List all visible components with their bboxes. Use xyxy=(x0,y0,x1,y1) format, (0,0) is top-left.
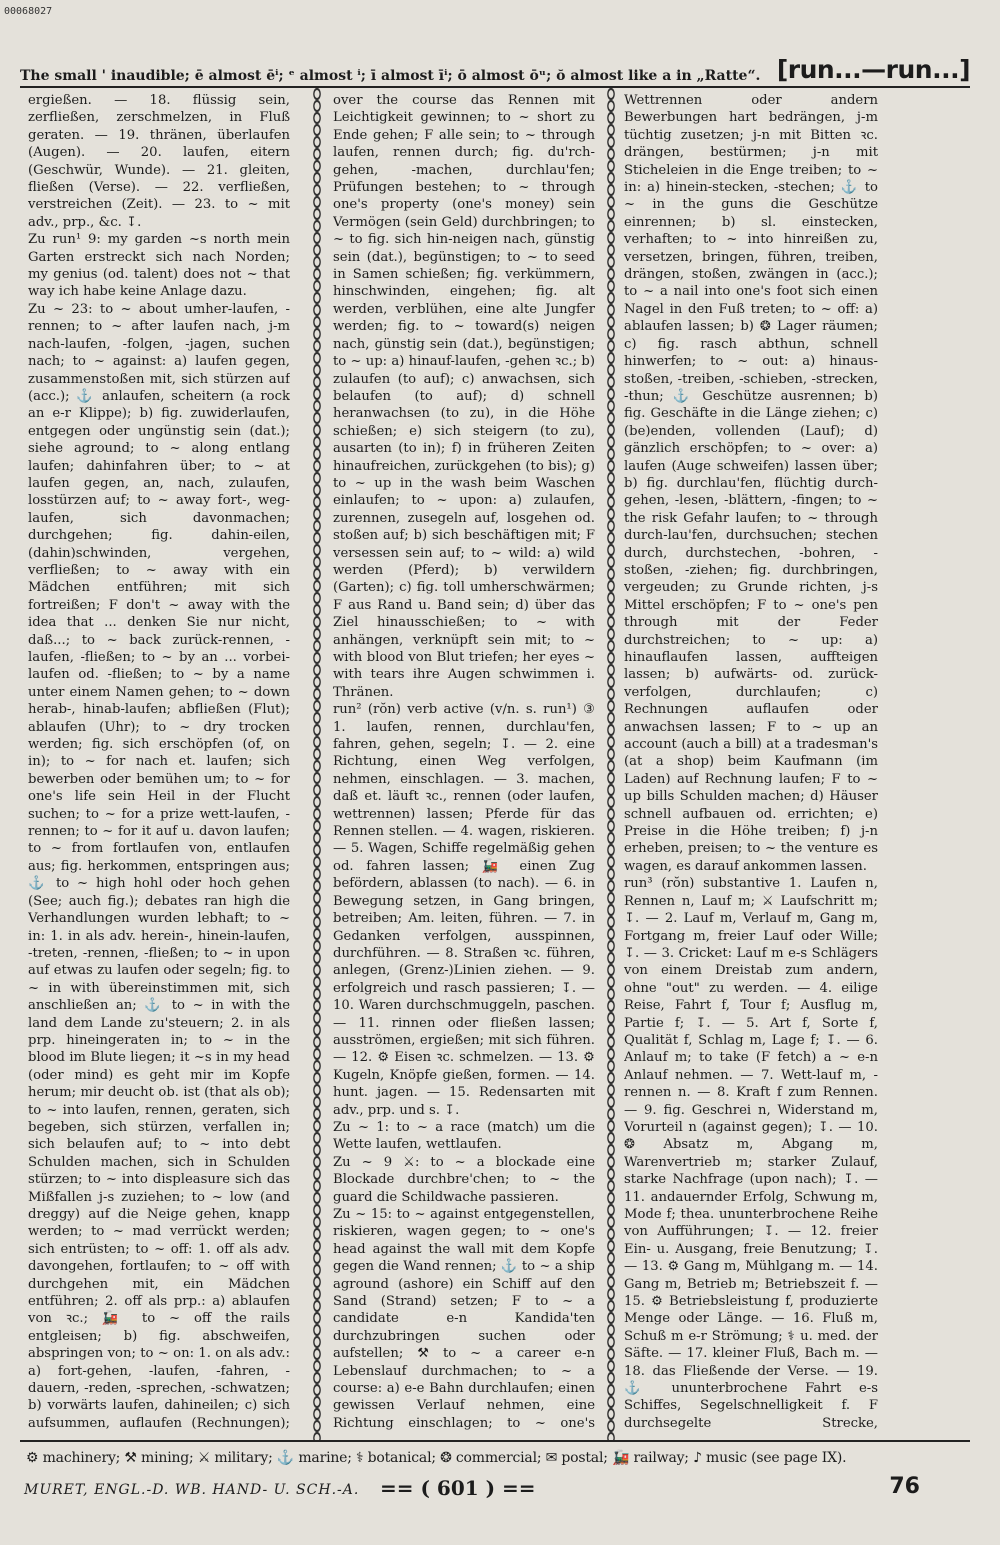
entry-paragraph: Zu ~ 15: to ~ against entgegenstellen, riskieren, wagen gegen; to ~ one's head against the wall mit dem Kopfe gegen die Wand rennen; ⚓ to ~ a ship aground (ashore) ein Schiff auf den Sand (Strand) setzen; F to ~ a candidate e-n Kandida'ten durchzubringen suchen oder aufstellen; ⚒ to ~ a career e-n Lebenslauf durchmachen; to ~ a course: a) e-e Bahn durchlaufen; einen gewissen Verlauf nehmen, eine Richtung einschlagen; to ~ one's xyxy=(333,1207,595,1431)
footer-rule xyxy=(20,1440,970,1442)
page-header xyxy=(20,40,970,84)
sheet-number: 76 xyxy=(889,1474,920,1499)
pronunciation-legend: The small ' inaudible; ē almost ēⁱ; ᵉ almost ⁱ; ī almost īⁱ; ō almost ōᵘ; ŏ almost like a in „Ratte“. xyxy=(20,68,761,84)
column-2 xyxy=(333,92,595,1432)
page-id: 00068027 xyxy=(4,6,53,17)
column-1 xyxy=(28,92,290,1432)
column-divider-chain xyxy=(312,88,322,1440)
symbol-legend: ⚙ machinery; ⚒ mining; ⚔ military; ⚓ marine; ⚕ botanical; ❂ commercial; ✉ postal; 🚂 railway; ♪ music (see page IX). xyxy=(26,1450,847,1466)
entry-paragraph: Zu ~ 9 ⚔: to ~ a blockade eine Blockade durchbre'chen; to ~ the guard die Schildwache passieren. xyxy=(333,1154,595,1205)
header-rule xyxy=(20,86,970,88)
entry-paragraph: Zu ~ 1: to ~ a race (match) um die Wette laufen, wettlaufen. xyxy=(333,1119,595,1153)
entry-paragraph: Wettrennen oder andern Bewerbungen hart bedrängen, j-m tüchtig zusetzen; j-n mit Bitten ꝛc. drängen, bestürmen; j-n mit Sticheleien in die Enge treiben; to ~ in: a) hinein-stecken, -stechen; ⚓ to ~ in the guns die Geschütze einrennen; b) sl. einstecken, verhaften; to ~ into hinreißen zu, versetzen, bringen, führen, treiben, drängen, stoßen, zwängen in (acc.); to ~ a nail into one's foot sich einen Nagel in den Fuß treten; to ~ off: a) ablaufen lassen; b) ❂ Lager räumen; c) fig. rasch abthun, schnell hinwerfen; to ~ out: a) hinaus-stoßen, -treiben, -schieben, -strecken, -thun; ⚓ Geschütze ausrennen; b) fig. Geschäfte in die Länge ziehen; c) (be)enden, vollenden (Lauf); d) gänzlich erschöpfen; to ~ over: a) laufen (Auge schweifen) lassen über; b) fig. durchlau'fen, flüchtig durch-gehen, -lesen, -blättern, -fingen; to ~ the risk Gefahr laufen; to ~ through durch-lau'fen, durchsuchen; stechen durch, durchstechen, -bohren, -stoßen, -ziehen; fig. durchbringen, vergeuden; zu Grunde richten, j-s Mittel erschöpfen; F to ~ one's pen through mit der Feder durchstreichen; to ~ up: a) hinauflaufen lassen, auffteigen lassen; b) aufwärts- od. zurück-verfolgen, durchlaufen; c) Rechnungen auflaufen oder anwachsen lassen; F to ~ up an account (auch a bill) at a tradesman's (at a shop) beim Kaufmann (im Laden) auf Rechnung laufen; F to ~ up bills Schulden machen; d) Häuser schnell aufbauen od. errichten; e) Preise in die Höhe treiben; f) j-n erheben, preisen; to ~ the venture es wagen, es darauf ankommen lassen. xyxy=(624,93,878,874)
entry-paragraph: Zu run¹ 9: my garden ~s north mein Garten erstreckt sich nach Norden; my genius (od. talent) does not ~ that way ich habe keine Anlage dazu. xyxy=(28,232,290,300)
entry-range: [run...—run...] xyxy=(776,55,970,84)
column-3 xyxy=(624,92,878,1432)
entry-paragraph: ergießen. — 18. flüssig sein, zerfließen, zerschmelzen, in Fluß geraten. — 19. thränen, überlaufen (Augen). — 20. laufen, eitern (Geschwür, Wunde). — 21. gleiten, fließen (Verse). — 22. verfließen, verstreichen (Zeit). — 23. to ~ mit adv., prp., &c. ↧. xyxy=(28,93,290,230)
entry-paragraph: over the course das Rennen mit Leichtigkeit gewinnen; to ~ short zu Ende gehen; F alle sein; to ~ through laufen, rennen durch; fig. du'rch-gehen, -machen, durchlau'fen; Prüfungen bestehen; to ~ through one's property (one's money) sein Vermögen (sein Geld) durchbringen; to ~ to fig. sich hin-neigen nach, günstig sein (dat.), begünstigen; to ~ to seed in Samen schießen; fig. verkümmern, hinschwinden, eingehen; fig. alt werden, verblühen, eine alte Jungfer werden; fig. to ~ toward(s) neigen nach, günstig sein (dat.), begünstigen; to ~ up: a) hinauf-laufen, -gehen ꝛc.; b) zulaufen (to auf); c) anwachsen, sich belaufen (to auf); d) schnell heranwachsen (to zu), in die Höhe schießen; e) sich steigern (to zu), ausarten (to in); f) in früheren Zeiten hinaufreichen, zurückgehen (to bis); g) to ~ up in the wash beim Waschen einlaufen; to ~ upon: a) zulaufen, zurennen, zusegeln auf, losgehen od. stoßen auf; b) sich beschäftigen mit; F versessen sein auf; to ~ wild: a) wild werden (Pferd); b) verwildern (Garten); c) fig. toll umherschwärmen; F aus Rand u. Band sein; d) über das Ziel hinausschießen; to ~ with anhängen, verknüpft sein mit; to ~ with blood von Blut triefen; her eyes ~ with tears ihre Augen schwimmen i. Thränen. xyxy=(333,93,595,700)
entry-paragraph: run³ (rŏn) substantive 1. Laufen n, Rennen n, Lauf m; ⚔ Laufschritt m; ↧. — 2. Lauf m, Verlauf m, Gang m, Fortgang m, freier Lauf oder Wille; ↧. — 3. Cricket: Lauf m e-s Schlägers von einem Dreistab zum andern, ohne "out" zu werden. — 4. eilige Reise, Fahrt f, Tour f; Ausflug m, Partie f; ↧. — 5. Art f, Sorte f, Qualität f, Schlag m, Lage f; ↧. — 6. Anlauf m; to take (F fetch) a ~ e-n Anlauf nehmen. — 7. Wett-lauf m, -rennen n. — 8. Kraft f zum Rennen. — 9. fig. Geschrei n, Widerstand m, Vorurteil n (against gegen); ↧. — 10. ❂ Absatz m, Abgang m, Warenvertrieb m; starker Zulauf, starke Nachfrage (upon nach); ↧. — 11. andauernder Erfolg, Schwung m, Mode f; thea. ununterbrochene Reihe von Aufführungen; ↧. — 12. freier Ein- u. Ausgang, freie Benutzung; ↧. — 13. ⚙ Gang m, Mühlgang m. — 14. Gang m, Betrieb m; Betriebszeit f. — 15. ⚙ Betriebsleistung f, produzierte Menge oder Länge. — 16. Fluß m, Schuß m e-r Strömung; ⚕ u. med. der Säfte. — 17. kleiner Fluß, Bach m. — 18. das Fließende der Verse. — 19. ⚓ ununterbrochene Fahrt e-s Schiffes, Segelschnelligkeit f. F durchsegelte Strecke, xyxy=(624,876,878,1431)
entry-paragraph: Zu ~ 23: to ~ about umher-laufen, -rennen; to ~ after laufen nach, j-m nach-laufen, -folgen, -jagen, suchen nach; to ~ against: a) laufen gegen, zusammenstoßen mit, sich stürzen auf (acc.); ⚓ anlaufen, scheitern (a rock an e-r Klippe); b) fig. zuwiderlaufen, entgegen oder ungünstig sein (dat.); siehe aground; to ~ along entlang laufen; dahinfahren über; to ~ at laufen gegen, an, nach, zulaufen, losstürzen auf; to ~ away fort-, weg-laufen, sich davonmachen; durchgehen; fig. dahin-eilen, (dahin)schwinden, vergehen, verfließen; to ~ away with ein Mädchen entführen; mit sich fortreißen; F don't ~ away with the idea that ... denken Sie nur nicht, daß...; to ~ back zurück-rennen, -laufen, -fließen; to ~ by an ... vorbei-laufen od. -fließen; to ~ by a name unter einem Namen gehen; to ~ down herab-, hinab-laufen; abfließen (Flut); ablaufen (Uhr); to ~ dry trocken werden; fig. sich erschöpfen (of, on in); to ~ for nach et. laufen; sich bewerben oder bemühen um; to ~ for one's life sein Heil in der Flucht suchen; to ~ for a prize wett-laufen, -rennen; to ~ for it auf u. davon laufen; to ~ from fortlaufen von, entlaufen aus; fig. herkommen, entspringen aus; ⚓ to ~ high hohl oder hoch gehen (See; auch fig.); debates ran high die Verhandlungen wurden lebhaft; to ~ in: 1. in als adv. herein-, hinein-laufen, -treten, -rennen, -fließen; to ~ in upon auf etwas zu laufen oder segeln; fig. to ~ in with übereinstimmen mit, sich anschließen an; ⚓ to ~ in with the land dem Lande zu'steuern; 2. in als prp. hineingeraten in; to ~ in the blood im Blute liegen; it ~s in my head (oder mind) es geht mir im Kopfe herum; mir deucht ob. ist (that als ob); to ~ into laufen, rennen, geraten, sich begeben, sich stürzen, verfallen in; sich belaufen auf; to ~ into debt Schulden machen, sich in Schulden stürzen; to ~ into displeasure sich das Mißfallen j-s zuziehen; to ~ low (and dreggy) auf die Neige gehen, knapp werden; to ~ mad verrückt werden; sich entrüsten; to ~ off: 1. off als adv. davongehen, fortlaufen; to ~ off with durchgehen mit, ein Mädchen entführen; 2. off als prp.: a) ablaufen von ꝛc.; 🚂 to ~ off the rails entgleisen; b) fig. abschweifen, abspringen von; to ~ on: 1. on als adv.: a) fort-gehen, -laufen, -fahren, -dauern, -reden, -sprechen, -schwatzen; b) vorwärts laufen, dahineilen; c) sich aufsummen, auflaufen (Rechnungen); xyxy=(28,301,290,1431)
publication-title: MURET, ENGL.-D. WB. HAND- U. SCH.-A. xyxy=(24,1482,360,1498)
page-number: == ( 601 ) == xyxy=(380,1476,536,1500)
column-divider-chain xyxy=(606,88,616,1440)
entry-paragraph: run² (rŏn) verb active (v/n. s. run¹) ③ 1. laufen, rennen, durchlau'fen, fahren, gehen, segeln; ↧. — 2. eine Richtung, einen Weg verfolgen, nehmen, einschlagen. — 3. machen, daß et. läuft ꝛc., rennen (oder laufen, wettrennen) lassen; Pferde für das Rennen stellen. — 4. wagen, riskieren. — 5. Wagen, Schiffe regelmäßig gehen od. fahren lassen; 🚂 einen Zug befördern, ablassen (to nach). — 6. in Bewegung setzen, in Gang bringen, betreiben; Am. leiten, führen. — 7. in Gedanken verfolgen, ausspinnen, durchführen. — 8. Straßen ꝛc. führen, anlegen, (Grenz-)Linien ziehen. — 9. erfolgreich und rasch passieren; ↧. — 10. Waren durchschmuggeln, paschen. — 11. rinnen oder fließen lassen; ausströmen, ergießen; mit sich führen. — 12. ⚙ Eisen ꝛc. schmelzen. — 13. ⚙ Kugeln, Knöpfe gießen, formen. — 14. hunt. jagen. — 15. Redensarten mit adv., prp. und s. ↧. xyxy=(333,702,595,1118)
